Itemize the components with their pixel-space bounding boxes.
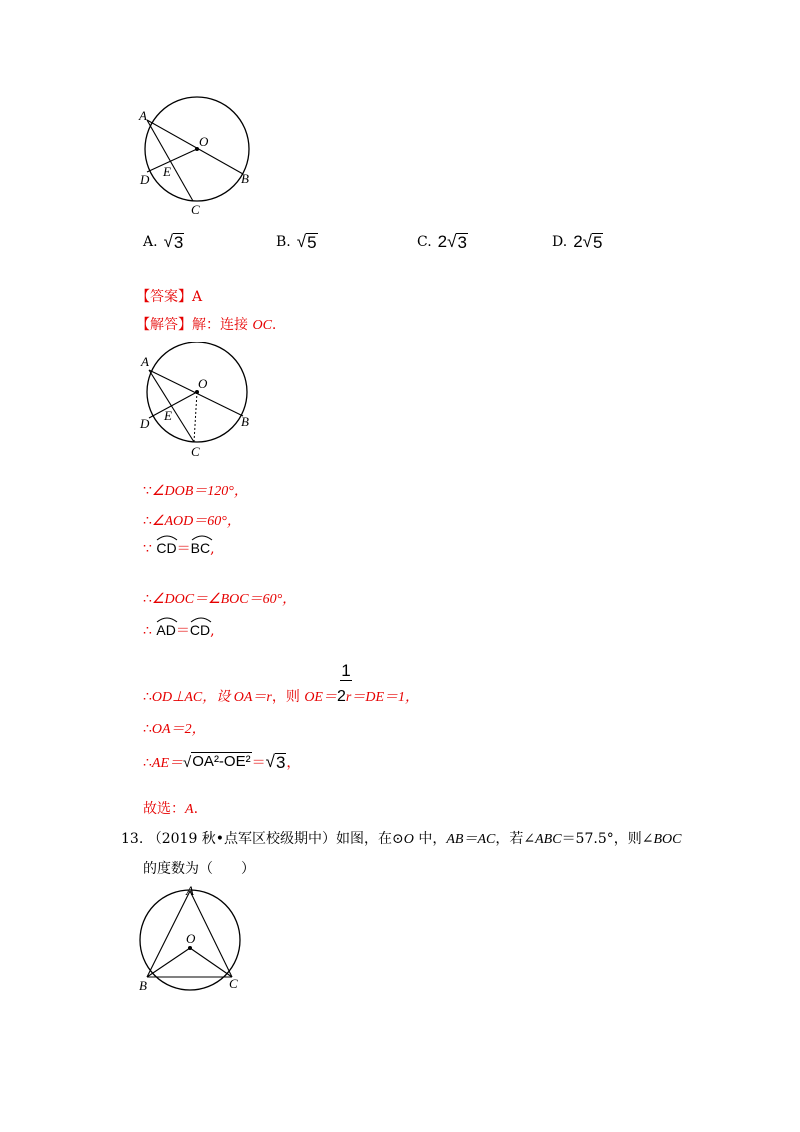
label-b-3: B	[139, 978, 147, 993]
label-b: B	[241, 171, 249, 186]
circle-figure-1	[135, 90, 265, 220]
label-a: A	[139, 108, 147, 123]
arc-cd: CD	[156, 540, 176, 556]
label-a-2: A	[141, 354, 149, 369]
solution-line-1: ∵∠DOB＝120°，	[143, 483, 248, 499]
solution-line-7: ∴OA＝2，	[143, 721, 206, 737]
label-d: D	[140, 172, 150, 187]
option-d: D. 2 √ 5	[552, 232, 603, 252]
label-o-3: O	[186, 931, 196, 946]
question-13: 13. （2019 秋•点军区校级期中）如图，在⊙O 中，AB＝AC，若∠ABC＝57.5°，则∠BOC	[121, 831, 682, 847]
circle-figure-2	[135, 342, 265, 464]
solution-line-8: ∴AE＝√ OA²-OE² ＝√ 3 ，	[143, 752, 301, 772]
label-c-3: C	[229, 976, 238, 991]
circle-figure-3	[135, 882, 255, 997]
answer-line: 【答案】A	[136, 289, 203, 305]
solution-intro: 【解答】解：连接 OC.	[136, 317, 277, 333]
solution-line-4: ∴∠DOC＝∠BOC＝60°，	[143, 591, 297, 607]
arc-bc: BC	[191, 540, 210, 556]
option-a: A. √ 3	[143, 232, 184, 252]
solution-line-3: ∵ CD＝ BC,	[143, 538, 215, 558]
solution-line-2: ∴∠AOD＝60°，	[143, 513, 241, 529]
label-o: O	[199, 134, 209, 149]
label-d-2: D	[140, 416, 150, 431]
label-c: C	[191, 202, 200, 217]
label-e: E	[163, 164, 171, 179]
label-e-2: E	[164, 408, 172, 423]
solution-line-6: ∴OD⊥AC，设 OA＝r，则 OE＝2r＝DE＝1，	[143, 688, 420, 705]
solution-line-5: ∴ AD＝ CD,	[143, 620, 215, 640]
option-c: C. 2 √ 3	[417, 232, 467, 252]
label-a-3: A	[186, 883, 194, 898]
arc-ad: AD	[156, 622, 175, 638]
fraction-half: 1	[341, 661, 351, 680]
label-b-2: B	[241, 414, 249, 429]
label-c-2: C	[191, 444, 200, 459]
solution-choose: 故选：A.	[143, 801, 199, 817]
option-b: B. √ 5	[276, 232, 317, 252]
question-13-line-2: 的度数为（ ）	[143, 861, 255, 877]
label-o-2: O	[198, 376, 208, 391]
arc-cd-2: CD	[190, 622, 210, 638]
